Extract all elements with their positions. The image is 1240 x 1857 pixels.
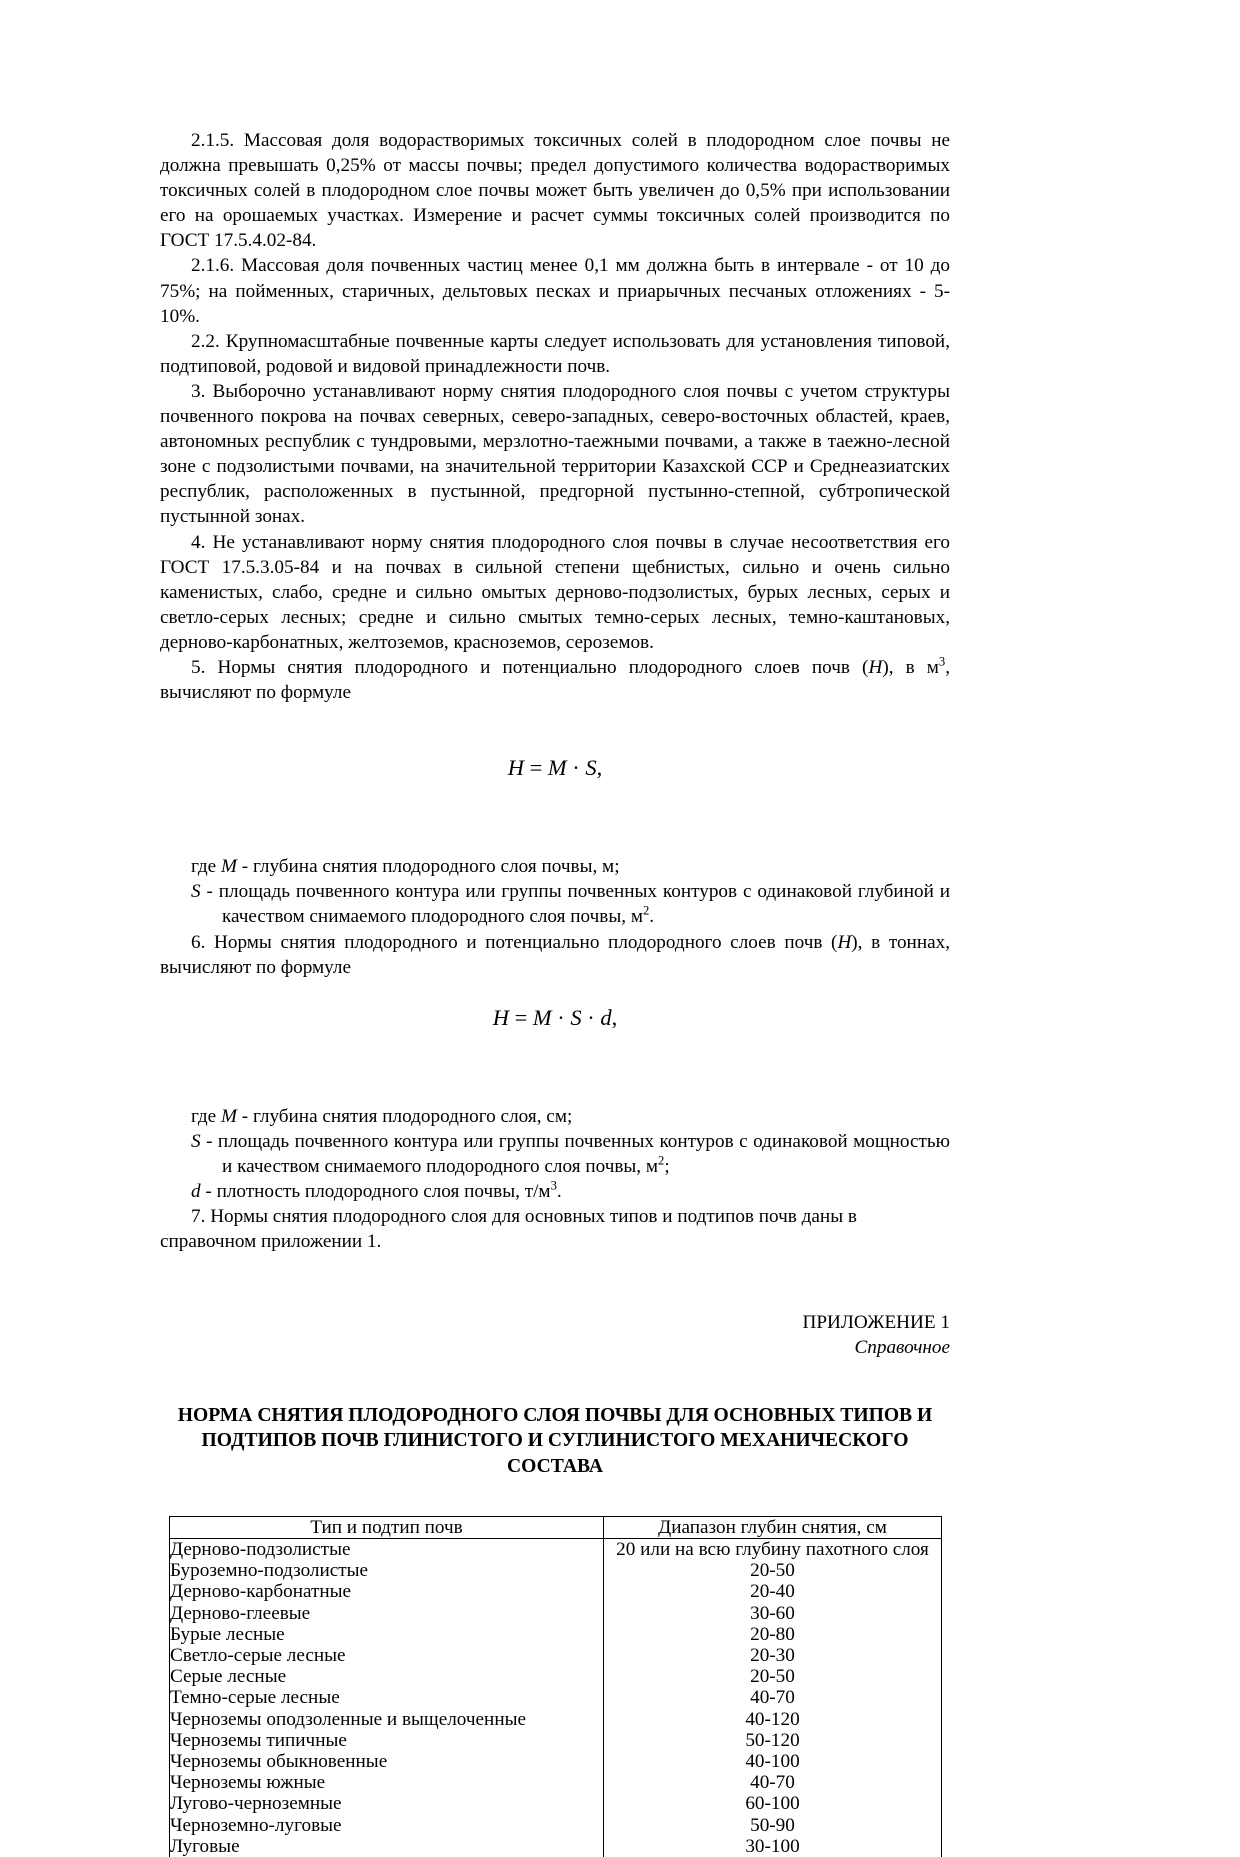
cell-soil-type: Черноземы типичные	[170, 1730, 604, 1751]
formula2-lhs: H	[492, 1004, 509, 1030]
formula2-comma: ,	[611, 1004, 618, 1030]
appendix-title: НОРМА СНЯТИЯ ПЛОДОРОДНОГО СЛОЯ ПОЧВЫ ДЛЯ ОСНОВНЫХ ТИПОВ И ПОДТИПОВ ПОЧВ ГЛИНИСТОГО И СУГЛИНИСТОГО МЕХАНИЧЕСКОГО СОСТАВА	[177, 1404, 933, 1477]
formula2-equals: =	[514, 1004, 528, 1030]
paragraph-2-1-6: 2.1.6. Массовая доля почвенных частиц менее 0,1 мм должна быть в интервале - от 10 до 75%; на пойменных, старичных, дельтовых песках и приарычных песчаных отложениях - 5-10%.	[160, 255, 950, 327]
cell-soil-type: Дерново-подзолистые	[170, 1539, 604, 1561]
def-s2-text: - площадь почвенного контура или группы почвенных контуров с одинаковой мощностью и качеством снимаемого плодородного слоя почвы, м	[200, 1130, 950, 1177]
cell-soil-type: Дерново-карбонатные	[170, 1581, 604, 1602]
formula1-lhs: H	[507, 755, 524, 781]
table-row	[170, 1687, 942, 1708]
soil-norms-table	[169, 1516, 942, 1857]
appendix-subtitle: Справочное	[854, 1337, 950, 1359]
table-row	[170, 1793, 942, 1814]
paragraph-5	[160, 655, 950, 705]
table-row	[170, 1603, 942, 1624]
formula2-s: S	[570, 1004, 582, 1030]
cell-soil-type: Буроземно-подзолистые	[170, 1560, 604, 1581]
paragraph-6	[160, 930, 950, 980]
cell-depth-range: 20-50	[604, 1666, 942, 1687]
cell-soil-type: Бурые лесные	[170, 1624, 604, 1645]
definition-s-volume	[191, 879, 950, 929]
definition-s-mass	[191, 1129, 950, 1179]
paragraph-7: 7. Нормы снятия плодородного слоя для основных типов и подтипов почв даны в справочном приложении 1.	[160, 1206, 857, 1253]
def-m2-text: - глубина снятия плодородного слоя, см;	[236, 1105, 573, 1127]
table-row	[170, 1560, 942, 1581]
paragraph-3: 3. Выборочно устанавливают норму снятия плодородного слоя почвы с учетом структуры почвенного покрова на почвах северных, северо-западных, северо-восточных областей, краев, автономных республик с тундровыми, мерзлотно-таежными почвами, а также в таежно-лесной зоне с подзолистыми почвами, на значительной территории Казахской ССР и Среднеазиатских республик, расположенных в пустынной, предгорной пустынно-степной, субтропической пустынной зонах.	[160, 380, 950, 528]
table-row	[170, 1772, 942, 1793]
def-s2-superscript: 2	[658, 1153, 665, 1168]
formula1-dot: ·	[572, 755, 580, 781]
formula2-dot2: ·	[587, 1004, 595, 1030]
definition-m-volume	[160, 854, 950, 879]
cell-depth-range: 20-40	[604, 1581, 942, 1602]
formula-mass	[160, 1005, 950, 1030]
def-s1-variable: S	[191, 881, 201, 903]
table-row	[170, 1645, 942, 1666]
cell-depth-range: 20-80	[604, 1624, 942, 1645]
def-m1-variable: M	[221, 856, 237, 878]
formula2-dot1: ·	[557, 1004, 565, 1030]
paragraph-2-1-5: 2.1.5. Массовая доля водорастворимых токсичных солей в плодородном слое почвы не должна превышать 0,25% от массы почвы; предел допустимого количества водорастворимых токсичных солей в плодородном слое почвы может быть увеличен до 0,5% при использовании его на орошаемых участках. Измерение и расчет суммы токсичных солей производится по ГОСТ 17.5.4.02-84.	[160, 130, 950, 252]
cell-soil-type: Черноземно-луговые	[170, 1815, 604, 1836]
table-row	[170, 1751, 942, 1772]
def-d-text: - плотность плодородного слоя почвы, т/м	[200, 1181, 551, 1203]
cell-depth-range: 20-30	[604, 1645, 942, 1666]
cell-depth-range: 60-100	[604, 1793, 942, 1814]
def-s1-tail: .	[649, 906, 655, 928]
cell-soil-type: Черноземы южные	[170, 1772, 604, 1793]
table-row	[170, 1730, 942, 1751]
cell-soil-type: Черноземы оподзоленные и выщелоченные	[170, 1709, 604, 1730]
formula1-m: M	[547, 755, 567, 781]
formula1-comma: ,	[596, 755, 603, 781]
formula1-s: S	[585, 755, 597, 781]
cell-depth-range: 20 или на всю глубину пахотного слоя	[604, 1539, 942, 1561]
item6-variable: H	[837, 931, 852, 953]
item5-superscript: 3	[938, 654, 946, 669]
formula1-equals: =	[529, 755, 543, 781]
cell-depth-range: 40-100	[604, 1751, 942, 1772]
item5-post: ), в м	[882, 656, 939, 678]
item5-pre: 5. Нормы снятия плодородного и потенциально плодородного слоев почв (	[191, 656, 869, 678]
table-row	[170, 1666, 942, 1687]
def-s2-variable: S	[191, 1130, 201, 1152]
main-text-block	[160, 128, 950, 1254]
definition-d-density	[160, 1179, 950, 1204]
table-row	[170, 1836, 942, 1857]
cell-soil-type: Черноземы обыкновенные	[170, 1751, 604, 1772]
def-s1-text: - площадь почвенного контура или группы почвенных контуров с одинаковой глубиной и качеством снимаемого плодородного слоя почвы, м	[200, 881, 950, 928]
def-m1-prefix: где	[191, 856, 221, 878]
paragraph-4: 4. Не устанавливают норму снятия плодородного слоя почвы в случае несоответствия его ГОСТ 17.5.3.05-84 и на почвах в сильной степени щебнистых, сильно и очень сильно каменистых, слабо, средне и сильно омытых дерново-подзолистых, бурых лесных, серых и светло-серых лесных; средне и сильно смытых темно-серых лесных, темно-каштановых, дерново-карбонатных, желтоземов, красноземов, сероземов.	[160, 531, 950, 653]
def-m2-variable: M	[221, 1105, 237, 1127]
cell-soil-type: Светло-серые лесные	[170, 1645, 604, 1666]
cell-soil-type: Серые лесные	[170, 1666, 604, 1687]
cell-depth-range: 30-100	[604, 1836, 942, 1857]
table-row	[170, 1709, 942, 1730]
appendix-header	[160, 1310, 950, 1360]
formula2-d: d	[600, 1004, 612, 1030]
table-header-type: Тип и подтип почв	[170, 1517, 604, 1539]
paragraph-2-2: 2.2. Крупномасштабные почвенные карты следует использовать для установления типовой, подтиповой, родовой и видовой принадлежности почв.	[160, 330, 950, 377]
formula2-m: M	[532, 1004, 552, 1030]
definition-m-mass	[160, 1104, 950, 1129]
def-s1-superscript: 2	[642, 904, 650, 919]
def-d-superscript: 3	[550, 1178, 557, 1193]
table-body	[170, 1539, 942, 1857]
table-row	[170, 1539, 942, 1561]
table-row	[170, 1815, 942, 1836]
cell-depth-range: 40-70	[604, 1687, 942, 1708]
cell-soil-type: Темно-серые лесные	[170, 1687, 604, 1708]
cell-depth-range: 30-60	[604, 1603, 942, 1624]
formula-volume	[160, 755, 950, 780]
cell-depth-range: 40-70	[604, 1772, 942, 1793]
item6-pre: 6. Нормы снятия плодородного и потенциально плодородного слоев почв (	[191, 931, 838, 953]
cell-soil-type: Луговые	[170, 1836, 604, 1857]
item6-post: ), в тоннах, вычисляют по формуле	[160, 931, 950, 978]
cell-depth-range: 50-120	[604, 1730, 942, 1751]
def-m1-text: - глубина снятия плодородного слоя почвы, м;	[236, 856, 620, 878]
cell-soil-type: Лугово-черноземные	[170, 1793, 604, 1814]
item5-tail: , вычисляют по формуле	[160, 656, 951, 704]
def-s2-tail: ;	[664, 1156, 670, 1177]
table-header-depth: Диапазон глубин снятия, см	[604, 1517, 942, 1539]
item5-variable: H	[868, 656, 883, 678]
def-m2-prefix: где	[191, 1105, 221, 1127]
cell-depth-range: 20-50	[604, 1560, 942, 1581]
def-d-variable: d	[191, 1181, 201, 1203]
table-header-row	[170, 1517, 942, 1539]
def-d-tail: .	[556, 1181, 562, 1203]
cell-depth-range: 50-90	[604, 1815, 942, 1836]
table-row	[170, 1581, 942, 1602]
cell-soil-type: Дерново-глеевые	[170, 1603, 604, 1624]
table-row	[170, 1624, 942, 1645]
cell-depth-range: 40-120	[604, 1709, 942, 1730]
appendix-label: ПРИЛОЖЕНИЕ 1	[802, 1312, 950, 1334]
